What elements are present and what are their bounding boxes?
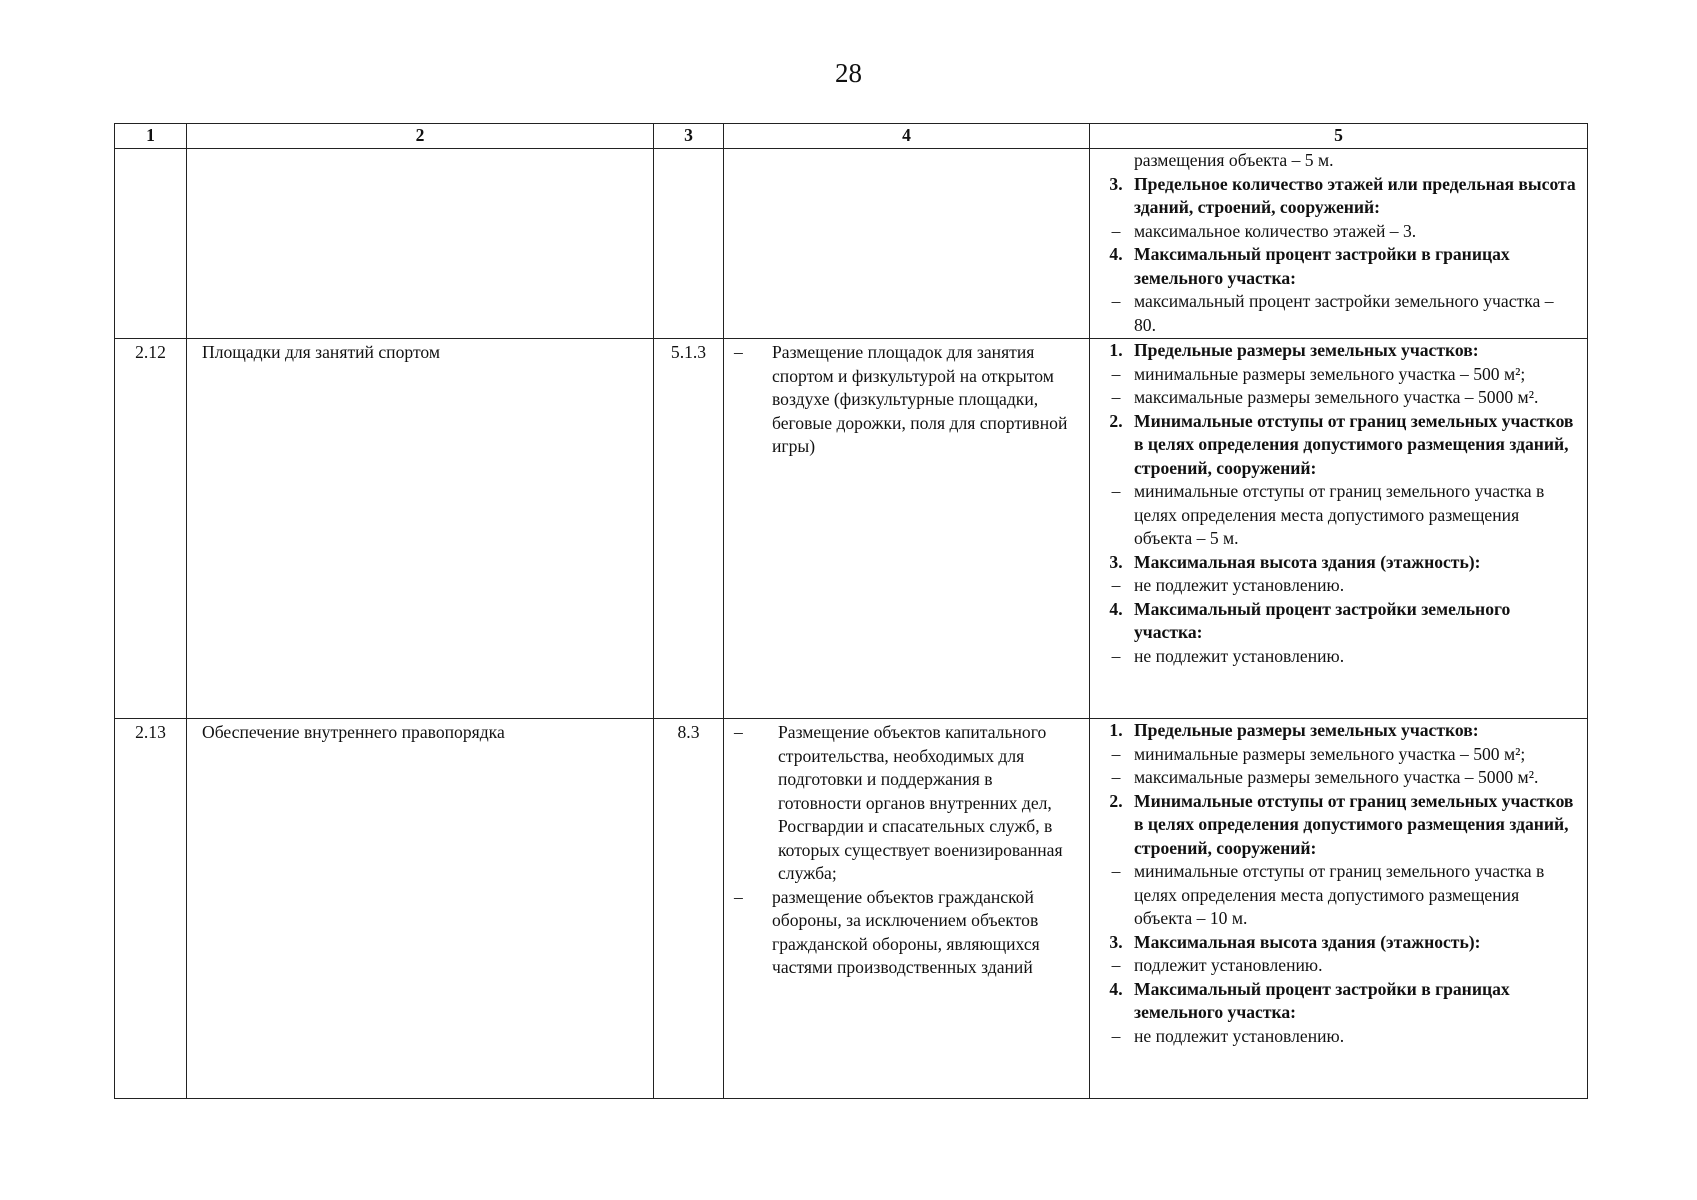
param-line (1098, 149, 1579, 173)
param-marker: – (1111, 1025, 1121, 1046)
param-line (1098, 363, 1579, 387)
param-heading: Предельные размеры земельных участков: (1134, 340, 1479, 360)
header-col-5: 5 (1090, 124, 1588, 149)
param-marker: 1. (1109, 340, 1123, 360)
description-marker: – (734, 722, 743, 742)
param-line (1098, 220, 1579, 244)
param-text: максимальное количество этажей – 3. (1134, 220, 1417, 241)
cell-empty (115, 149, 187, 339)
table-row (115, 719, 1588, 1099)
param-text: максимальные размеры земельного участка – 5000 м². (1134, 387, 1539, 407)
param-line (1098, 978, 1579, 1025)
param-line (1098, 645, 1579, 669)
param-line (1098, 243, 1579, 290)
row-number: 2.13 (115, 719, 187, 1099)
param-marker: – (1111, 955, 1121, 975)
param-text: размещения объекта – 5 м. (1134, 150, 1334, 170)
description-item (732, 721, 1079, 886)
row-number: 2.12 (115, 339, 187, 719)
header-col-3: 3 (654, 124, 724, 149)
header-col-1: 1 (115, 124, 187, 149)
description-cell (724, 339, 1090, 719)
param-marker: 1. (1109, 720, 1123, 740)
cell-empty (724, 149, 1090, 339)
param-heading: Максимальный процент застройки земельного участка: (1134, 598, 1511, 642)
params-cell (1090, 339, 1588, 719)
param-marker: – (1111, 481, 1121, 501)
use-type-code: 5.1.3 (654, 339, 724, 719)
param-marker: 2. (1109, 790, 1123, 811)
description-text: Размещение площадок для занятия спортом и физкультурой на открытом воздухе (физкультурные площадки, беговые дорожки, поля для спортивной игры) (772, 342, 1068, 456)
param-marker: 4. (1109, 598, 1123, 619)
header-row (115, 124, 1588, 149)
param-heading: Максимальный процент застройки в границах земельного участка: (1134, 978, 1510, 1022)
param-line (1098, 790, 1579, 861)
param-marker: – (1111, 861, 1121, 881)
param-line (1098, 743, 1579, 767)
description-text: размещение объектов гражданской обороны, за исключением объектов гражданской обороны, являющихся частями производственных зданий (772, 886, 1040, 977)
param-text: минимальные отступы от границ земельного участка в целях определения места допустимого размещения объекта – 5 м. (1134, 481, 1545, 548)
param-heading: Максимальная высота здания (этажность): (1134, 931, 1481, 952)
param-line (1098, 931, 1579, 955)
param-line (1098, 339, 1579, 363)
param-text: максимальный процент застройки земельного участка – 80. (1134, 291, 1554, 335)
header-col-2: 2 (187, 124, 654, 149)
param-heading: Минимальные отступы от границ земельных участков в целях определения допустимого размещения зданий, строений, сооружений: (1134, 790, 1574, 858)
param-heading: Предельное количество этажей или предельная высота зданий, строений, сооружений: (1134, 173, 1576, 217)
param-text: не подлежит установлению. (1134, 1025, 1345, 1046)
use-type-name: Обеспечение внутреннего правопорядка (187, 719, 654, 1099)
param-text: максимальные размеры земельного участка – 5000 м². (1134, 767, 1539, 787)
param-marker: 3. (1109, 551, 1123, 572)
param-line (1098, 598, 1579, 645)
param-line (1098, 1025, 1579, 1049)
param-heading: Минимальные отступы от границ земельных участков в целях определения допустимого размещения зданий, строений, сооружений: (1134, 410, 1574, 478)
param-heading: Предельные размеры земельных участков: (1134, 720, 1479, 740)
cell-empty (187, 149, 654, 339)
cell-empty (654, 149, 724, 339)
param-marker: – (1111, 363, 1121, 384)
param-text: не подлежит установлению. (1134, 575, 1345, 595)
param-text: минимальные размеры земельного участка – 500 м²; (1134, 363, 1526, 384)
param-heading: Максимальный процент застройки в границах земельного участка: (1134, 244, 1510, 288)
page-number: 28 (835, 58, 862, 88)
table-row (115, 339, 1588, 719)
param-text: подлежит установлению. (1134, 955, 1323, 975)
param-line (1098, 480, 1579, 551)
param-heading: Максимальная высота здания (этажность): (1134, 551, 1481, 572)
param-line (1098, 860, 1579, 931)
param-marker: – (1111, 387, 1121, 407)
description-item (732, 341, 1079, 459)
param-line (1098, 551, 1579, 575)
description-cell (724, 719, 1090, 1099)
description-item (732, 886, 1079, 980)
description-text: Размещение объектов капитального строительства, необходимых для подготовки и поддержания в готовности органов внутренних дел, Росгвардии и спасательных служб, в которых существует военизированная служба; (778, 722, 1063, 883)
param-marker: 4. (1109, 978, 1123, 999)
param-marker: – (1111, 767, 1121, 787)
param-marker: 4. (1109, 244, 1123, 264)
param-marker: – (1111, 645, 1121, 666)
param-line (1098, 766, 1579, 790)
param-line (1098, 290, 1579, 337)
description-marker: – (734, 342, 743, 362)
param-line (1098, 574, 1579, 598)
param-marker: – (1111, 575, 1121, 595)
param-line (1098, 173, 1579, 220)
table-row-continuation (115, 149, 1588, 339)
param-marker: 2. (1109, 410, 1123, 431)
zoning-table (114, 123, 1588, 1099)
description-marker: – (734, 886, 743, 907)
params-cell (1090, 149, 1588, 339)
param-line (1098, 386, 1579, 410)
param-marker: 3. (1109, 931, 1123, 952)
param-text: не подлежит установлению. (1134, 645, 1345, 666)
param-text: минимальные отступы от границ земельного участка в целях определения места допустимого размещения объекта – 10 м. (1134, 861, 1545, 928)
param-marker (1098, 149, 1134, 173)
params-cell (1090, 719, 1588, 1099)
param-line (1098, 410, 1579, 481)
param-marker: – (1111, 220, 1121, 241)
param-marker: 3. (1109, 173, 1123, 194)
param-line (1098, 954, 1579, 978)
use-type-name: Площадки для занятий спортом (187, 339, 654, 719)
use-type-code: 8.3 (654, 719, 724, 1099)
header-col-4: 4 (724, 124, 1090, 149)
param-line (1098, 719, 1579, 743)
param-text: минимальные размеры земельного участка – 500 м²; (1134, 743, 1526, 764)
param-marker: – (1111, 291, 1121, 311)
param-marker: – (1111, 743, 1121, 764)
